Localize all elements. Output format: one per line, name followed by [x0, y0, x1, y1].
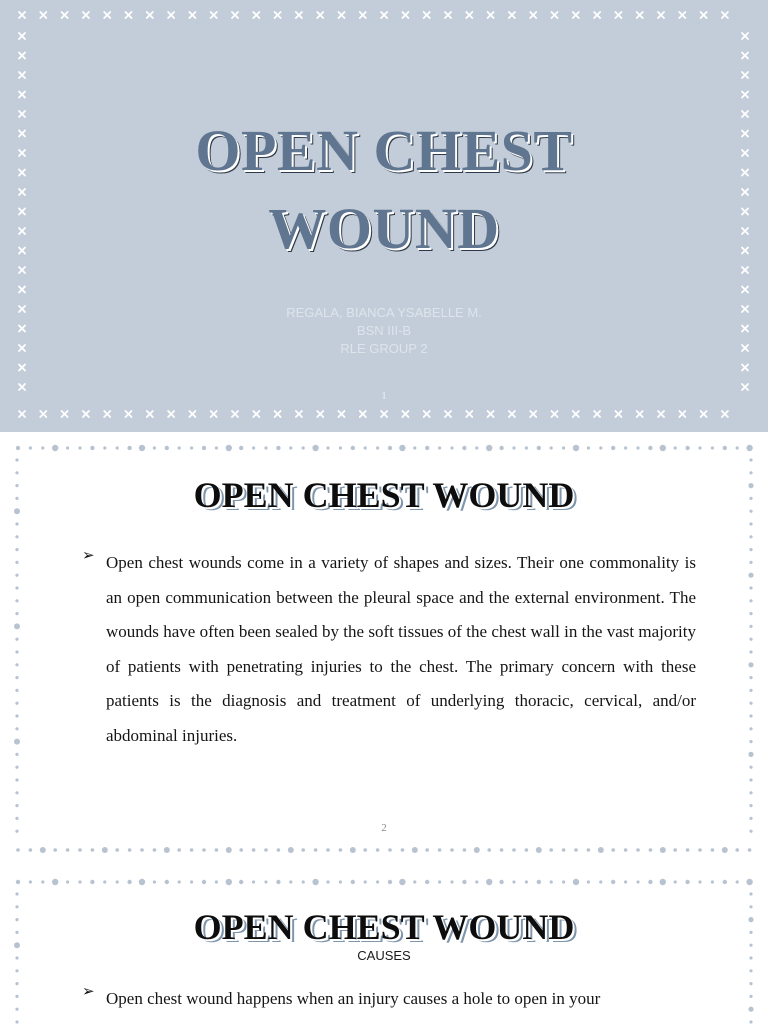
arrow-bullet-icon: ➢ [82, 982, 95, 1000]
slide-title [0, 112, 768, 268]
title-line-1: OPEN CHEST [195, 118, 573, 183]
title-slide [0, 0, 768, 432]
list-item [82, 982, 696, 1017]
bullet-text: Open chest wound happens when an injury causes a hole to open in your [106, 989, 601, 1008]
slide-subtitle: CAUSES [357, 948, 411, 963]
slide-title: OPEN CHEST WOUND [193, 475, 575, 515]
author-block [0, 304, 768, 358]
content-slide [0, 432, 768, 860]
title-line-2: WOUND [268, 196, 500, 261]
list-item [82, 546, 696, 753]
bullet-list [82, 546, 696, 753]
author-name: REGALA, BIANCA YSABELLE M. [286, 305, 482, 320]
bullet-text: Open chest wounds come in a variety of shapes and sizes. Their one commonality is an open communication between the pleural space and the external environment. The wounds have often been sealed by the soft tissues of the chest wall in the vast majority of patients with penetrating injuries to the chest. The primary concern with these patients is the diagnosis and treatment of underlying thoracic, cervical, and/or abdominal injuries. [106, 553, 696, 745]
slide-title: OPEN CHEST WOUND [193, 907, 575, 947]
content-slide [0, 866, 768, 1024]
page-number: 2 [381, 822, 387, 834]
author-group: RLE GROUP 2 [340, 341, 428, 356]
author-section: BSN III-B [356, 323, 412, 338]
bullet-list [82, 982, 696, 1017]
page-number: 1 [381, 390, 387, 402]
arrow-bullet-icon: ➢ [82, 546, 95, 564]
